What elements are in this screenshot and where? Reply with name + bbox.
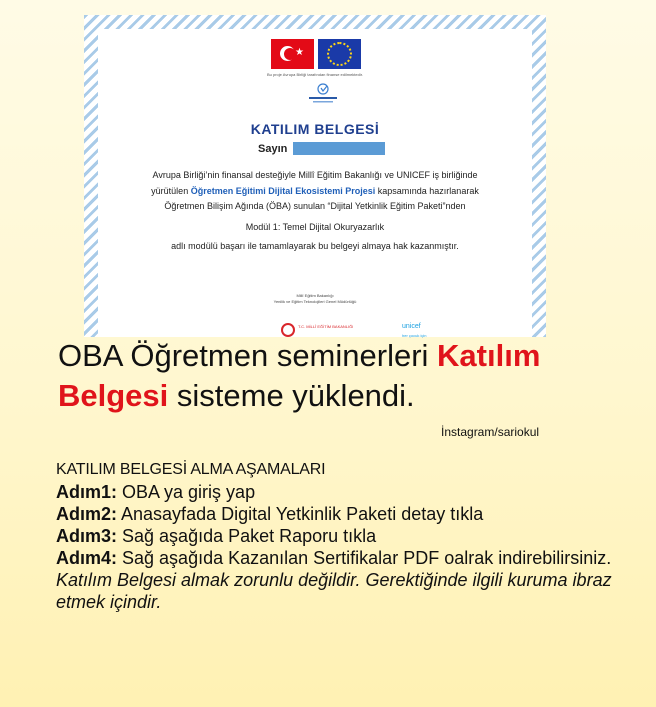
- meb-logo-icon: [281, 323, 295, 337]
- project-logo-icon: [306, 82, 340, 106]
- headline: [58, 336, 628, 416]
- step-2: [56, 503, 626, 525]
- certificate-line-1: Avrupa Birliği’nin finansal desteğiyle Millî Eğitim Bakanlığı ve UNICEF iş birliğinde: [152, 170, 478, 180]
- certificate-line-2: [98, 186, 532, 196]
- line2-suffix: kapsamında hazırlanarak: [375, 186, 479, 196]
- step-4: [56, 547, 626, 569]
- step-1-label: Adım1:: [56, 482, 118, 502]
- step-2-label: Adım2:: [56, 504, 118, 524]
- source-credit: İnstagram/sariokul: [441, 425, 540, 439]
- note: Katılım Belgesi almak zorunlu değildir. Gerektiğinde ilgili kuruma ibraz etmek içindir.: [56, 570, 612, 612]
- certificate-title: KATILIM BELGESİ: [250, 121, 380, 137]
- certificate-line-5: adlı modülü başarı ile tamamlayarak bu belgeyi almaya hak kazanmıştır.: [171, 241, 459, 251]
- step-3-label: Adım3:: [56, 526, 118, 546]
- step-4-text: Sağ aşağıda Kazanılan Sertifikalar PDF oalrak indirebilirsiniz.: [117, 548, 612, 568]
- steps-title: KATILIM BELGESİ ALMA AŞAMALARI: [56, 461, 326, 478]
- turkey-flag-icon: ★: [271, 39, 314, 69]
- salutation: Sayın: [258, 143, 288, 155]
- headline-highlight: Katılım Belgesi: [58, 338, 541, 413]
- certificate-image: [84, 15, 546, 337]
- ministry-department: Yenilik ve Eğitim Teknolojileri Genel Müdürlüğü: [273, 299, 357, 304]
- funding-note: Bu proje Avrupa Birliği tarafından finanse edilmektedir.: [267, 72, 363, 77]
- unicef-logo: unicef: [402, 323, 421, 330]
- module-name: Modül 1: Temel Dijital Okuryazarlık: [245, 222, 385, 232]
- step-3-text: Sağ aşağıda Paket Raporu tıkla: [117, 526, 377, 546]
- headline-part-3: sisteme yüklendi.: [168, 378, 415, 413]
- step-2-text: Anasayfada Digital Yetkinlik Paketi detay tıkla: [117, 504, 484, 524]
- name-redaction: [293, 142, 385, 155]
- step-1-text: OBA ya giriş yap: [117, 482, 256, 502]
- step-4-label: Adım4:: [56, 548, 118, 568]
- step-1: [56, 481, 626, 503]
- unicef-tagline: her çocuk için: [402, 333, 427, 338]
- project-name: Öğretmen Eğitimi Dijital Ekosistemi Projesi: [190, 186, 376, 196]
- headline-part-1: OBA Öğretmen seminerleri: [58, 338, 438, 373]
- steps-section: [56, 459, 626, 613]
- line2-prefix: yürütülen: [151, 186, 191, 196]
- certificate-body: [98, 29, 532, 337]
- meb-logo-text: T.C. MİLLÎ EĞİTİM BAKANLIĞI: [298, 324, 354, 329]
- ministry-name: Millî Eğitim Bakanlığı: [296, 293, 334, 298]
- eu-flag-icon: [318, 39, 361, 69]
- step-3: [56, 525, 626, 547]
- certificate-line-3: Öğretmen Bilişim Ağında (ÖBA) sunulan “Dijital Yetkinlik Eğitim Paketi”nden: [164, 201, 466, 211]
